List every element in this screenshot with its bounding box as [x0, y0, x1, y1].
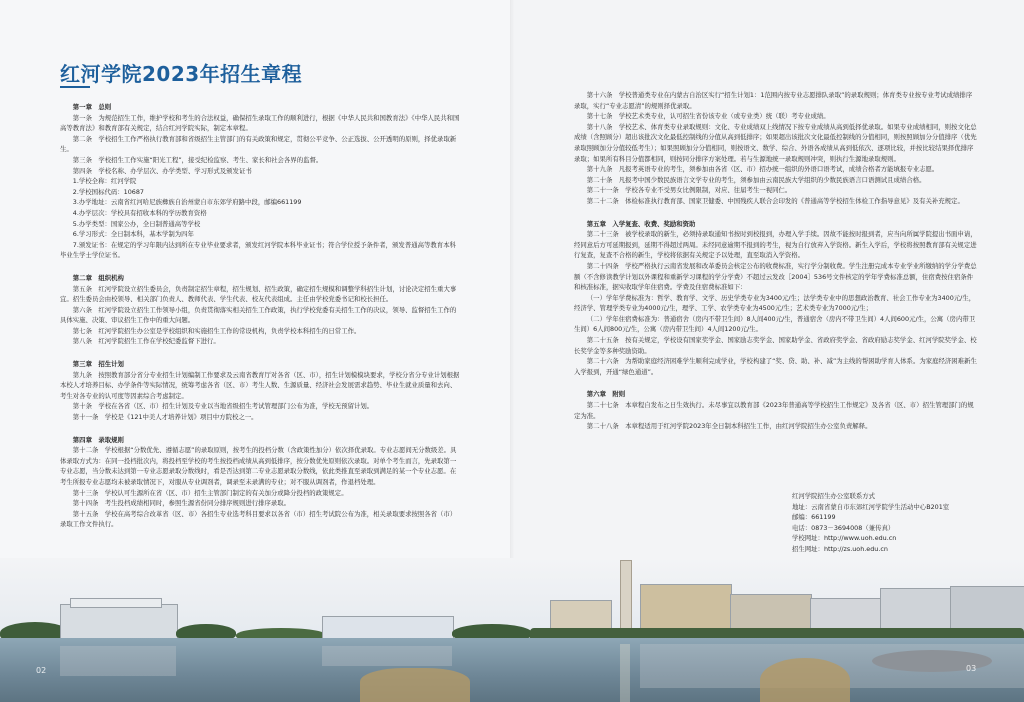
article-paragraph: 第二十四条 学校严格执行云南省发展和改革委员会核定公布的收费标准，实行学分制收费。学生注册完成本专业学业所缴纳的学分学费总额（不含修读教学计划以外课程和重新学习课程的学分学费）不超过云发改［2004］536号文件核定的学年学费标准总额，住宿费按住宿条件和核准标准，据实收取学年住宿费。学费及住宿费标准如下： — [574, 261, 977, 292]
article-paragraph: 第二十二条 体检标准执行教育部、国家卫健委、中国残疾人联合会印发的《普通高等学校招生体检工作指导意见》及有关补充规定。 — [586, 196, 964, 205]
article-paragraph: 第十四条 考生投档成绩相同时，参照生源省份同分排序规则进行排序录取。 — [72, 499, 291, 508]
section-gap — [60, 261, 462, 267]
chapter-heading: 第四章 录取规则 — [72, 435, 124, 444]
article-paragraph: 7.颁发证书：在规定的学习年限内达到所在专业毕业要求者，颁发红河学院本科毕业证书；符合学位授予条件者，颁发普通高等教育本科毕业生学士学位证书。 — [60, 240, 456, 260]
contact-phone: 电话：0873－3694008（兼传真） — [792, 523, 895, 532]
contact-heading: 红河学院招生办公室联系方式 — [792, 492, 876, 500]
article-paragraph: 第七条 红河学院招生办公室是学校组织和实施招生工作的常设机构，负责学校本科招生的日常工作。 — [72, 326, 361, 335]
section-gap — [574, 377, 978, 383]
article-paragraph: 1.学校全称：红河学院 — [72, 177, 137, 186]
article-paragraph: 第十七条 学校艺术类专业，认可招生省份该专业（或专业类）统（联）考专业成绩。 — [586, 112, 830, 121]
chapter-heading: 第三章 招生计划 — [72, 360, 124, 369]
article-paragraph: 第九条 按照教育部分省分专业招生计划编制工作要求及云南省教育厅对各省（区、市），招生计划模模块要求，学校分省分专业计划根据本校人才培养目标、办学条件等实际情况，统筹考虑各省（区、市）考生人数、生源质量、经济社会发展需求趋势、毕业生就业质量和去向、考生对各专业的认可度等因素综合考虑制定。 — [60, 370, 460, 400]
article-paragraph: 第十三条 学校认可生源所在省（区、市）招生主管部门制定的有关加分或降分投档的政策规定。 — [72, 488, 348, 497]
chapter-heading: 第一章 总则 — [72, 103, 112, 111]
section-gap — [60, 423, 462, 429]
article-paragraph: （一）学年学费标准为：哲学、教育学、文学、历史学类专业为3400元/生；法学类专业中的思想政治教育、社会工作专业为3400元/生，经济学、管理学类专业为4000元/生，理学、工学、农学类专业为4500元/生；艺术类专业为7000元/生； — [574, 293, 976, 313]
article-paragraph: 第二条 学校招生工作严格执行教育部和省级招生主管部门的有关政策和规定，贯彻公平竞争、公正选拔、公开透明的原则，择优录取新生。 — [60, 134, 457, 154]
contact-address: 地址：云南省蒙自市东郊红河学院学生活动中心B201室 — [792, 502, 950, 511]
article-paragraph: 第二十七条 本章程自发布之日生效执行。未尽事宜以教育部《2023年普通高等学校招生工作规定》及各省（区、市）招生管理部门的规定为准。 — [574, 401, 974, 420]
contact-postcode: 邮编：661199 — [792, 513, 836, 522]
campus-lake-photo — [0, 558, 1024, 702]
article-paragraph: 第五条 红河学院设立招生委员会，负责制定招生章程，招生规划、招生政策，确定招生规模和调整学科招生计划，讨论决定招生重大事宜。招生委员会由校领导、相关部门负责人、教师代表、学生代表、校友代表组成。主任由学校党委书记和校长担任。 — [60, 284, 457, 304]
foreground-reeds — [760, 658, 850, 702]
right-column-text — [574, 90, 978, 432]
article-paragraph: 第二十条 凡报考中国少数民族语言文学专业的考生，须参加由云南民族大学组织的少数民族语言口语测试且成绩合格。 — [586, 175, 926, 184]
article-paragraph: 第十六条 学校普通类专业在内蒙古自治区实行“招生计划1：1范围内按专业志愿排队录取”的录取规则；体育类专业按专业考试成绩排序录取，实行“专业志愿清”的规则择优录取。 — [574, 91, 973, 110]
page-number-left: 02 — [36, 666, 47, 675]
article-paragraph: 第十一条 学校是《121中美人才培养计划》项目中方院校之一。 — [72, 413, 258, 422]
article-paragraph: 第十二条 学校根据“分数优先、遵循志愿”的录取原则，按考生的投档分数（含政策性加分）依次择优录取。专业志愿间无分数级差。具体录取方式为：在同一投档批次内，将投档至学校的考生按投档成绩从高到低排序，按分数优先原则依次录取。对单个考生而言，先录取第一专业志愿，当分数未达到第一专业志愿录取分数线时，看是否达到第二专业志愿录取分数线，依此类推直至录取到满足的某一个专业志愿。在考生所报专业志愿均未被录取情况下，对服从专业调剂者，调录至未录满的专业；对不服从调剂者，作退档处理。 — [60, 446, 457, 486]
article-paragraph: 第四条 学校名称、办学层次、办学类型、学习形式及颁发证书 — [72, 166, 252, 175]
campus-building — [60, 604, 178, 640]
article-paragraph: 第二十六条 为帮助家庭经济困难学生顺利完成学业，学校构建了“奖、贷、助、补、减”为主线的帮困助学育人体系。为家庭经济困难新生入学报到，开通“绿色通道”。 — [574, 357, 977, 376]
article-paragraph: 第十条 学校在各省（区、市）招生计划及专业以当地省级招生考试管理部门公布为准，学校无预留计划。 — [72, 402, 374, 411]
article-paragraph: 6.学习形式：全日制本科，基本学制为四年 — [72, 230, 194, 239]
chapter-heading: 第二章 组织机构 — [72, 273, 124, 282]
article-paragraph: 第十五条 学校在高考综合改革省（区、市）各招生专业选考科目要求以各省（市）招生考试院公布为准，相关录取要求按照各省（市）录取工作文件执行。 — [60, 509, 457, 529]
article-paragraph: 4.办学层次：学校具有招收本科的学历教育资格 — [72, 208, 207, 217]
section-gap — [60, 347, 462, 353]
article-paragraph: 第二十三条 被学校录取的新生，必须持录取通知书按时到校报到，办理入学手续。因故不能按时报到者，应当向所属学院提出书面申请，经同意后方可延期报到，延期不得超过两周。未经同意逾期不报到的考生，视为自行放弃入学资格。新生入学后，学校将按照教育部有关规定进行复查，复查不合格的新生，学校将依据有关规定予以处理，直至取消入学资格。 — [574, 230, 977, 260]
article-paragraph: 第八条 红河学院招生工作在学校纪委监督下进行。 — [72, 337, 220, 346]
article-paragraph: 2.学校国标代码：10687 — [72, 187, 144, 196]
title-underline — [60, 86, 90, 88]
left-column-text — [60, 96, 462, 530]
building-reflection — [322, 646, 452, 666]
contact-website[interactable]: 学校网址：http://www.uoh.edu.cn — [792, 534, 897, 543]
article-paragraph: 第一条 为规范招生工作，维护学校和考生的合法权益，确保招生录取工作的顺利进行，根据《中华人民共和国教育法》《中华人民共和国高等教育法》和教育部有关规定，结合红河学院实际，制定本章程。 — [60, 113, 460, 133]
chapter-heading: 第五章 入学复查、收费、奖励和资助 — [586, 219, 696, 228]
article-paragraph: 第二十一条 学校各专业不受男女比例限制，对应、往届考生一视同仁。 — [586, 186, 792, 195]
article-paragraph: 3.办学地址：云南省红河哈尼族彝族自治州蒙自市东郊学府路中段，邮编661199 — [72, 198, 302, 207]
contact-admission-site[interactable]: 招生网址：http://zs.uoh.edu.cn — [792, 544, 888, 553]
campus-building-roof — [70, 598, 162, 608]
article-paragraph: 5.办学类型：国家公办，全日制普通高等学校 — [72, 219, 201, 228]
tower-reflection — [620, 644, 630, 702]
article-paragraph: 第六条 红河学院设立招生工作领导小组，负责贯彻落实相关招生工作政策，执行学校党委有关招生工作的决议，领导、监督招生工作的具体实施、决策、审议招生工作中的重大问题。 — [60, 305, 457, 325]
article-paragraph: 第十九条 凡报考英语专业的考生，须参加由各省（区、市）招办统一组织的外语口语考试，成绩合格者方能填报专业志愿。 — [586, 165, 939, 174]
foreground-reeds — [360, 668, 470, 702]
article-paragraph: 第十八条 学校艺术、体育类专业录取规则：文化、专业成绩双上线情况下按专业成绩从高到低择优录取。如果专业成绩相同，则按文化总成绩（含照顾分）超出该批次文化最低控制线的分值从高到低排序；如果超出该批次文化最低控制线的分值相同，则按照顾加分分值排序（优先录取照顾加分分值较低考生）；如果照顾加分分值相同，则按语文、数学、综合、外语各成绩从高到低依次、逐项比较，并按比较结果择优排序录取；如果所有科目分值都相同，则按同分排序方案处理。若与生源地统一录取规则冲突，则执行生源地录取规则。 — [574, 122, 977, 163]
article-paragraph: 第三条 学校招生工作实施“阳光工程”，接受纪检监察、考生、家长和社会各界的监督。 — [72, 155, 323, 164]
section-gap — [574, 207, 978, 213]
chapter-heading: 第六章 附则 — [586, 390, 626, 399]
article-paragraph: 第二十八条 本章程适用于红河学院2023年全日制本科招生工作，由红河学院招生办公室负责解释。 — [586, 422, 872, 431]
building-reflection — [60, 646, 176, 676]
article-paragraph: 第二十五条 按有关规定，学校设有国家奖学金、国家励志奖学金、国家助学金、省政府奖学金、省政府励志奖学金、红河学院奖学金、校长奖学金等多种奖励资助。 — [574, 336, 977, 355]
document-title: 红河学院2023年招生章程 — [60, 62, 303, 86]
contact-block — [792, 491, 1022, 555]
article-paragraph: （二）学年住宿费标准为：普通宿舍（房内不带卫生间）8人间400元/生，普通宿舍（房内不带卫生间）4人间600元/生，公寓（房内带卫生间）6人间800元/生，公寓（房内带卫生间）4人间1200元/生。 — [574, 314, 976, 334]
page-number-right: 03 — [966, 664, 977, 673]
